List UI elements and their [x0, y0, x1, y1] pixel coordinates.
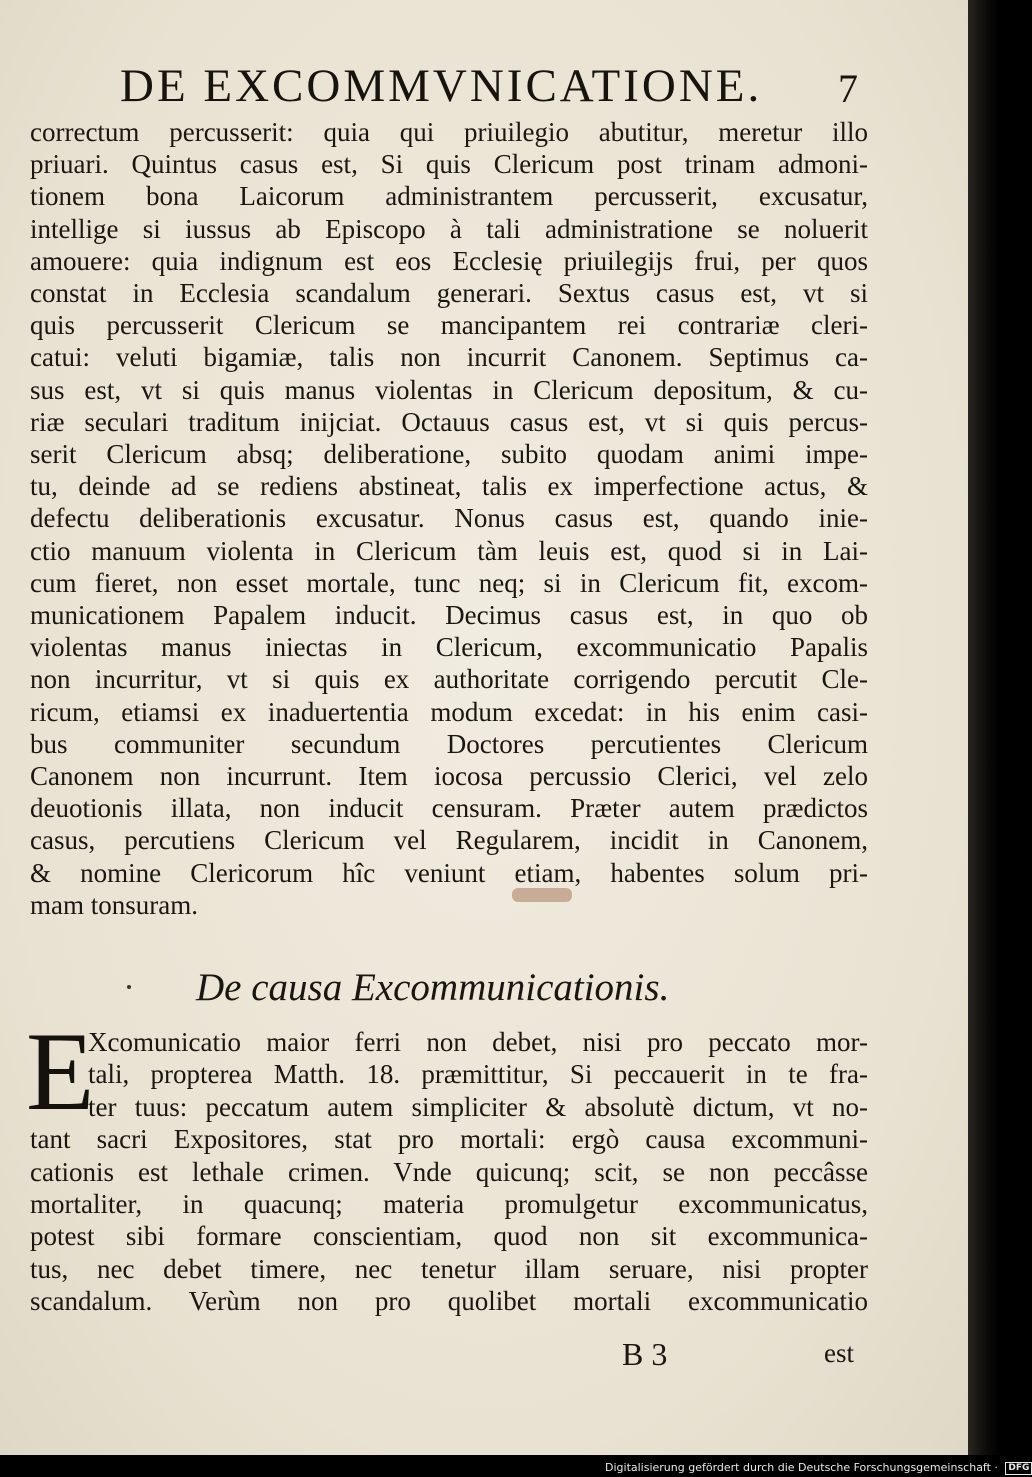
text-line: correctum percusserit: quia qui priuilegio abutitur, meretur illo [30, 117, 868, 147]
text-line: ter tuus: peccatum autem simpliciter & absolutè dictum, vt no- [88, 1091, 868, 1122]
margin-dot [127, 985, 131, 989]
catchword: est [824, 1338, 854, 1368]
text-line: casus, percutiens Clericum vel Regularem, incidit in Canonem, [30, 825, 868, 856]
text-line: constat in Ecclesia scandalum generari. Sextus casus est, vt si [30, 278, 868, 309]
scan-border [968, 0, 1000, 1455]
dfg-logo-icon: DFG [1005, 1462, 1032, 1475]
text-line: defectu deliberationis excusatur. Nonus casus est, quando inie- [30, 503, 868, 534]
text-line: Xcomunicatio maior ferri non debet, nisi pro peccato mor- [88, 1027, 868, 1057]
text-line: riæ seculari traditum inijciat. Octauus casus est, vt si quis percus- [30, 406, 868, 437]
text-line: ctio manuum violenta in Clericum tàm leuis est, quod si in Lai- [30, 535, 868, 566]
text-line: tionem bona Laicorum administrantem percusserit, excusatur, [30, 181, 868, 212]
signature-mark: B 3 [622, 1336, 668, 1372]
text-line: non incurritur, vt si quis ex authoritate corrigendo percutit Cle- [30, 664, 868, 695]
footer-credit: Digitalisierung gefördert durch die Deutsche Forschungsgemeinschaft · [605, 1461, 998, 1474]
text-line: deuotionis illata, non inducit censuram. Præter autem prædictos [30, 793, 868, 824]
text-line: tant sacri Expositores, stat pro mortali: ergò causa excommuni- [30, 1124, 868, 1155]
drop-capital: E [26, 1010, 95, 1134]
text-line: catui: veluti bigamiæ, talis non incurrit Canonem. Septimus ca- [30, 342, 868, 373]
text-line: amouere: quia indignum est eos Ecclesię priuilegijs frui, per quos [30, 245, 868, 276]
text-line: tus, nec debet timere, nec tenetur illam seruare, nisi propter [30, 1253, 868, 1284]
text-line: Canonem non incurrunt. Item iocosa percussio Clerici, vel zelo [30, 761, 868, 792]
digitization-footer [605, 1458, 1030, 1477]
main-text-block [30, 116, 868, 921]
text-line: violentas manus iniectas in Clericum, excommunicatio Papalis [30, 632, 868, 663]
text-line: mam tonsuram. [30, 889, 198, 920]
running-head: DE EXCOMMVNICATIONE. [120, 60, 763, 112]
text-line: serit Clericum absq; deliberatione, subito quodam animi impe- [30, 439, 868, 470]
text-line: quis percusserit Clericum se mancipantem rei contrariæ cleri- [30, 310, 868, 341]
text-line: municationem Papalem inducit. Decimus casus est, in quo ob [30, 600, 868, 631]
text-line: cum fieret, non esset mortale, tunc neq; si in Clericum fit, excom- [30, 567, 868, 598]
text-line: sus est, vt si quis manus violentas in Clericum depositum, & cu- [30, 374, 868, 405]
text-line: bus communiter secundum Doctores percutientes Clericum [30, 728, 868, 759]
section-text-block [30, 1026, 868, 1318]
text-line: & nomine Clericorum hîc veniunt etiam, habentes solum pri- [30, 857, 868, 888]
text-line: mortaliter, in quacunq; materia promulgetur excommunicatus, [30, 1189, 868, 1220]
ink-stain [512, 888, 572, 902]
text-line: priuari. Quintus casus est, Si quis Clericum post trinam admoni- [30, 149, 868, 180]
text-line: cationis est lethale crimen. Vnde quicunq; scit, se non peccâsse [30, 1156, 868, 1187]
section-heading: De causa Excommunicationis. [196, 966, 670, 1009]
page-number: 7 [838, 66, 858, 111]
text-line: ricum, etiamsi ex inaduertentia modum excedat: in his enim casi- [30, 696, 868, 727]
text-line: potest sibi formare conscientiam, quod non sit excommunica- [30, 1221, 868, 1252]
text-line: tali, propterea Matth. 18. præmittitur, Si peccauerit in te fra- [88, 1059, 868, 1090]
text-line: scandalum. Verùm non pro quolibet mortali excommunicatio [30, 1286, 868, 1317]
text-line: tu, deinde ad se rediens abstineat, talis ex imperfectione actus, & [30, 471, 868, 502]
text-line: intellige si iussus ab Episcopo à tali administratione se noluerit [30, 213, 868, 244]
